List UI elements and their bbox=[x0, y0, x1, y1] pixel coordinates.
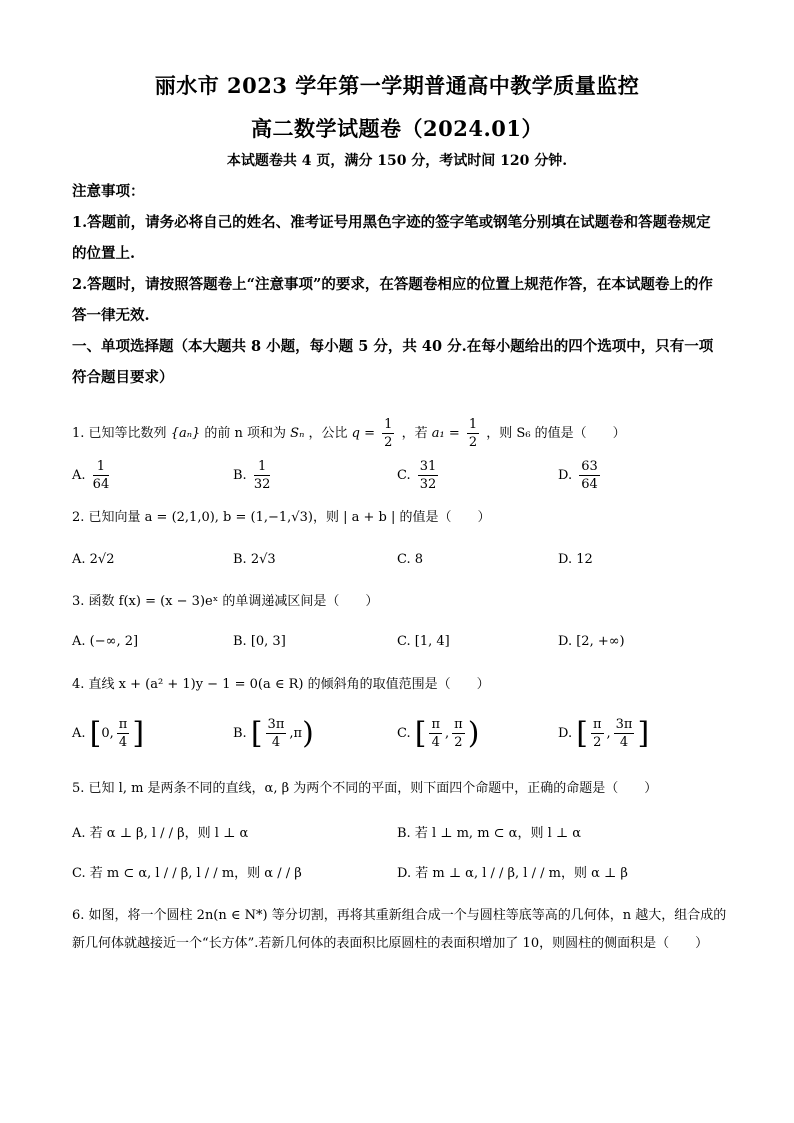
q1-a1-num: 1 bbox=[468, 417, 478, 432]
q1-a1-fraction bbox=[467, 416, 479, 451]
q1-option-a-letter: A. bbox=[72, 468, 86, 483]
q1-option-b-num: 1 bbox=[254, 458, 271, 476]
q1-option-d-fraction bbox=[579, 458, 600, 493]
q1-option-d bbox=[558, 458, 603, 493]
q1-option-a-num: 1 bbox=[93, 458, 110, 476]
q1-option-c-letter: C. bbox=[397, 468, 411, 483]
q1-option-a bbox=[72, 458, 112, 493]
q1-option-d-den: 64 bbox=[581, 477, 598, 492]
q5-option-d: D. 若 m ⊥ α, l / / β, l / / m，则 α ⊥ β bbox=[397, 866, 628, 881]
q4-option-a bbox=[72, 716, 144, 751]
q4-option-a-den: 4 bbox=[118, 735, 128, 750]
q1-option-b bbox=[233, 458, 273, 493]
question-2: 2. 已知向量 a = (2,1,0), b = (1,−1,√3)，则 | a + b | 的值是（ ） bbox=[72, 510, 491, 525]
q3-option-c: C. [1, 4] bbox=[397, 634, 450, 649]
q4-option-d-den2: 4 bbox=[619, 735, 629, 750]
q2-option-b: B. 2√3 bbox=[233, 552, 276, 567]
q4-option-b-letter: B. bbox=[233, 726, 247, 741]
q4-option-b-num: 3π bbox=[267, 717, 285, 732]
q4-option-b-close: ) bbox=[302, 716, 314, 751]
question-5: 5. 已知 l, m 是两条不同的直线，α, β 为两个不同的平面，则下面四个命题中，正确的命题是（ ） bbox=[72, 781, 658, 796]
q4-option-d-letter: D. bbox=[558, 726, 573, 741]
q4-option-d-den1: 2 bbox=[593, 735, 602, 750]
q4-option-a-left: 0, bbox=[101, 726, 114, 741]
section-1-heading: 一、单项选择题（本大题共 8 小题，每小题 5 分，共 40 分.在每小题给出的四个选项中，只有一项符合题目要求） bbox=[72, 338, 714, 386]
q2-option-d: D. 12 bbox=[558, 552, 593, 567]
q1-option-c bbox=[397, 458, 441, 493]
question-3: 3. 函数 f(x) = (x − 3)eˣ 的单调递减区间是（ ） bbox=[72, 594, 379, 609]
q3-option-d: D. [2, +∞) bbox=[558, 634, 625, 649]
q4-option-b-den: 4 bbox=[271, 735, 281, 750]
q1-option-c-den: 32 bbox=[419, 477, 437, 492]
q1-q-fraction bbox=[382, 416, 394, 451]
q4-option-c-fraction-2 bbox=[452, 716, 465, 751]
q5-option-b: B. 若 l ⊥ m, m ⊂ α，则 l ⊥ α bbox=[397, 826, 582, 841]
q4-option-a-close: ] bbox=[132, 716, 145, 751]
q4-option-a-open: [ bbox=[89, 716, 102, 751]
q4-option-c-open: [ bbox=[414, 716, 427, 751]
q1-q-label: q = bbox=[351, 426, 376, 441]
notice-heading: 注意事项： bbox=[72, 183, 145, 200]
q1-option-b-letter: B. bbox=[233, 468, 247, 483]
q4-option-c-num1: π bbox=[431, 717, 441, 732]
q4-option-c-close: ) bbox=[467, 716, 480, 751]
q3-option-a: A. (−∞, 2] bbox=[72, 634, 139, 649]
q1-q-den: 2 bbox=[384, 435, 393, 450]
q4-option-c-den1: 4 bbox=[431, 735, 440, 750]
q1-prefix: 1. 已知等比数列 bbox=[72, 426, 167, 441]
q4-option-b bbox=[233, 716, 314, 751]
q4-option-a-letter: A. bbox=[72, 726, 86, 741]
q4-option-b-right: ,π bbox=[289, 726, 303, 741]
q4-option-c-fraction-1 bbox=[429, 716, 442, 751]
q1-mid3: ，若 bbox=[401, 426, 428, 441]
q4-option-d-close: ] bbox=[637, 716, 650, 751]
q4-option-a-num: π bbox=[118, 717, 128, 732]
q4-option-c-den2: 2 bbox=[454, 735, 463, 750]
q2-option-c: C. 8 bbox=[397, 552, 424, 567]
notice-item-2: 2.答题时，请按照答题卷上“注意事项”的要求，在答题卷相应的位置上规范作答，在本试题卷上的作答一律无效. bbox=[72, 276, 713, 324]
q1-option-b-fraction bbox=[254, 458, 271, 493]
q1-option-c-num: 31 bbox=[419, 459, 437, 474]
exam-subtitle: 本试题卷共 4 页，满分 150 分，考试时间 120 分钟. bbox=[226, 153, 568, 169]
q1-a1-label: a₁ = bbox=[431, 426, 460, 441]
q1-option-a-fraction bbox=[93, 458, 110, 493]
q1-end: ，则 S₆ 的值是（ ） bbox=[486, 426, 626, 441]
exam-title-line1: 丽水市 2023 学年第一学期普通高中教学质量监控 bbox=[154, 73, 640, 98]
q4-option-d-num2: 3π bbox=[615, 717, 633, 732]
q4-option-b-fraction bbox=[266, 716, 287, 751]
q1-option-d-letter: D. bbox=[558, 468, 573, 483]
q1-option-c-fraction bbox=[418, 458, 439, 493]
q3-option-b: B. [0, 3] bbox=[233, 634, 286, 649]
q4-option-b-open: [ bbox=[250, 716, 263, 751]
q2-option-a: A. 2√2 bbox=[72, 552, 115, 567]
q1-sn: Sₙ bbox=[290, 426, 305, 441]
q4-option-c-letter: C. bbox=[397, 726, 411, 741]
question-6: 6. 如图，将一个圆柱 2n(n ∈ N*) 等分切割，再将其重新组合成一个与圆柱等底等高的几何体，n 越大，组合成的新几何体就越接近一个“长方体”.若新几何体的表面积比原圆柱的表面积增加了 10，则圆柱的侧面积是（ ） bbox=[72, 908, 727, 951]
q1-option-b-den: 32 bbox=[253, 477, 271, 492]
q1-mid: 的前 n 项和为 bbox=[204, 426, 287, 441]
q4-option-c-num2: π bbox=[454, 717, 463, 732]
q1-a1-den: 2 bbox=[468, 435, 478, 450]
q1-option-d-num: 63 bbox=[581, 459, 598, 474]
exam-title-line2: 高二数学试题卷（2024.01） bbox=[251, 116, 543, 141]
q4-option-d-open: [ bbox=[576, 716, 588, 751]
q5-option-c: C. 若 m ⊂ α, l / / β, l / / m，则 α / / β bbox=[72, 866, 302, 881]
question-4: 4. 直线 x + (a² + 1)y − 1 = 0(a ∈ R) 的倾斜角的取值范围是（ ） bbox=[72, 677, 490, 692]
q1-q-num: 1 bbox=[384, 417, 393, 432]
q4-option-d: D. [ $\frac{\pi}{2}$ , $\frac{3\pi}{4}$ ] bbox=[558, 716, 650, 751]
notice-item-1: 1.答题前，请务必将自己的姓名、准考证号用黑色字迹的签字笔或钢笔分别填在试题卷和答题卷规定的位置上. bbox=[72, 214, 711, 262]
q4-option-a-fraction bbox=[117, 716, 130, 751]
q4-option-c: C. [ $\frac{\pi}{4}$ , $\frac{\pi}{2}$ ) bbox=[397, 716, 480, 751]
q1-option-a-den: 64 bbox=[92, 477, 110, 492]
q1-sequence: {aₙ} bbox=[170, 426, 201, 441]
q5-option-a: A. 若 α ⊥ β, l / / β，则 l ⊥ α bbox=[72, 826, 249, 841]
q1-mid2: ，公比 bbox=[308, 426, 348, 441]
q4-option-d-num1: π bbox=[592, 717, 602, 732]
q4-option-d-fraction-1 bbox=[591, 716, 604, 751]
q4-option-d-fraction-2 bbox=[614, 716, 635, 751]
question-1 bbox=[72, 416, 732, 451]
